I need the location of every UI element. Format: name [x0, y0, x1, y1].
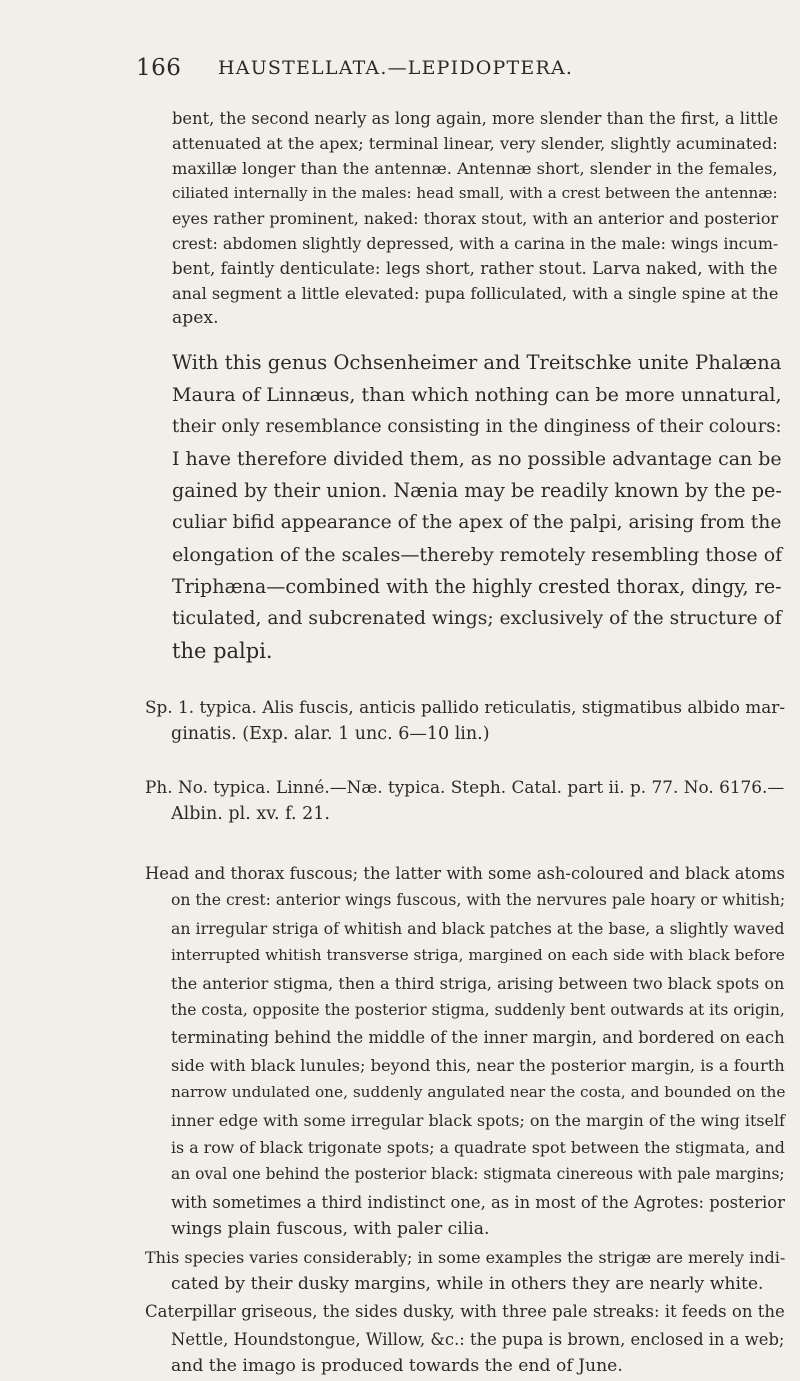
text-line: eyes rather prominent, naked: thorax stout, with an anterior and posterior	[172, 209, 779, 228]
text-line: is a row of black trigonate spots; a quadrate spot between the stigmata, and	[171, 1138, 785, 1157]
text-line: inner edge with some irregular black spots; on the margin of the wing itself	[171, 1110, 785, 1130]
text-line: bent, faintly denticulate: legs short, rather stout. Larva naked, with the	[172, 258, 778, 278]
text-line: terminating behind the middle of the inner margin, and bordered on each	[171, 1028, 785, 1048]
text-line: the palpi.	[172, 639, 273, 663]
text-line: crest: abdomen slightly depressed, with a carina in the male: wings incum-	[172, 234, 779, 253]
text-line: bent, the second nearly as long again, more slender than the first, a little	[172, 109, 779, 128]
text-line: Ph. No. typica. Linné.—Næ. typica. Steph. Catal. part ii. p. 77. No. 6176.—	[145, 777, 785, 797]
text-line: wings plain fuscous, with paler cilia.	[171, 1219, 490, 1240]
text-line: elongation of the scales—thereby remotely resembling those of	[172, 544, 783, 566]
text-line: ticulated, and subcrenated wings; exclusively of the structure of	[172, 608, 782, 629]
running-head: HAUSTELLATA.—LEPIDOPTERA.	[218, 57, 574, 79]
page-number: 166	[136, 55, 182, 81]
text-line: and the imago is produced towards the end of June.	[171, 1356, 623, 1377]
text-line: anal segment a little elevated: pupa folliculated, with a single spine at the	[172, 284, 779, 303]
text-line: on the crest: anterior wings fuscous, with the nervures pale hoary or whitish;	[171, 891, 786, 910]
text-line: Maura of Linnæus, than which nothing can be more unnatural,	[172, 384, 782, 406]
text-line: ciliated internally in the males: head small, with a crest between the antennæ:	[172, 184, 778, 202]
text-line: Head and thorax fuscous; the latter with some ash-coloured and black atoms	[145, 864, 785, 883]
text-line: Triphæna—combined with the highly crested thorax, dingy, re-	[172, 575, 782, 598]
text-line: with sometimes a third indistinct one, as in most of the Agrotes: posterior	[171, 1192, 785, 1212]
text-line: ginatis. (Exp. alar. 1 unc. 6—10 lin.)	[171, 724, 490, 744]
text-line: cated by their dusky margins, while in others they are nearly white.	[171, 1274, 764, 1294]
text-line: an irregular striga of whitish and black patches at the base, a slightly waved	[171, 918, 785, 938]
text-line: narrow undulated one, suddenly angulated near the costa, and bounded on the	[171, 1083, 786, 1102]
text-line: an oval one behind the posterior black: stigmata cinereous with pale margins;	[171, 1165, 785, 1184]
text-line: gained by their union. Nænia may be readily known by the pe-	[172, 479, 782, 502]
text-line: Sp. 1. typica. Alis fuscis, anticis pallido reticulatis, stigmatibus albido mar-	[145, 697, 786, 717]
text-line: interrupted whitish transverse striga, margined on each side with black before	[171, 946, 785, 965]
text-line: maxillæ longer than the antennæ. Antennæ short, slender in the females,	[172, 159, 778, 178]
text-line: their only resemblance consisting in the dinginess of their colours:	[172, 416, 782, 437]
text-line: side with black lunules; beyond this, near the posterior margin, is a fourth	[171, 1055, 785, 1075]
text-line: With this genus Ochsenheimer and Treitschke unite Phalæna	[172, 351, 782, 374]
text-line: the anterior stigma, then a third striga, arising between two black spots on	[171, 973, 785, 993]
text-line: Caterpillar griseous, the sides dusky, with three pale streaks: it feeds on the	[145, 1302, 785, 1322]
text-line: apex.	[172, 308, 219, 328]
text-line: the costa, opposite the posterior stigma, suddenly bent outwards at its origin,	[171, 1001, 785, 1019]
text-line: I have therefore divided them, as no possible advantage can be	[172, 448, 782, 470]
text-line: This species varies considerably; in some examples the strigæ are merely indi-	[145, 1247, 786, 1267]
text-line: Albin. pl. xv. f. 21.	[171, 804, 330, 824]
text-line: attenuated at the apex; terminal linear, very slender, slightly acuminated:	[172, 134, 778, 153]
page-header	[0, 0, 800, 81]
text-line: Nettle, Houndstongue, Willow, &c.: the pupa is brown, enclosed in a web;	[171, 1329, 785, 1349]
text-line: culiar bifid appearance of the apex of the palpi, arising from the	[172, 512, 782, 533]
